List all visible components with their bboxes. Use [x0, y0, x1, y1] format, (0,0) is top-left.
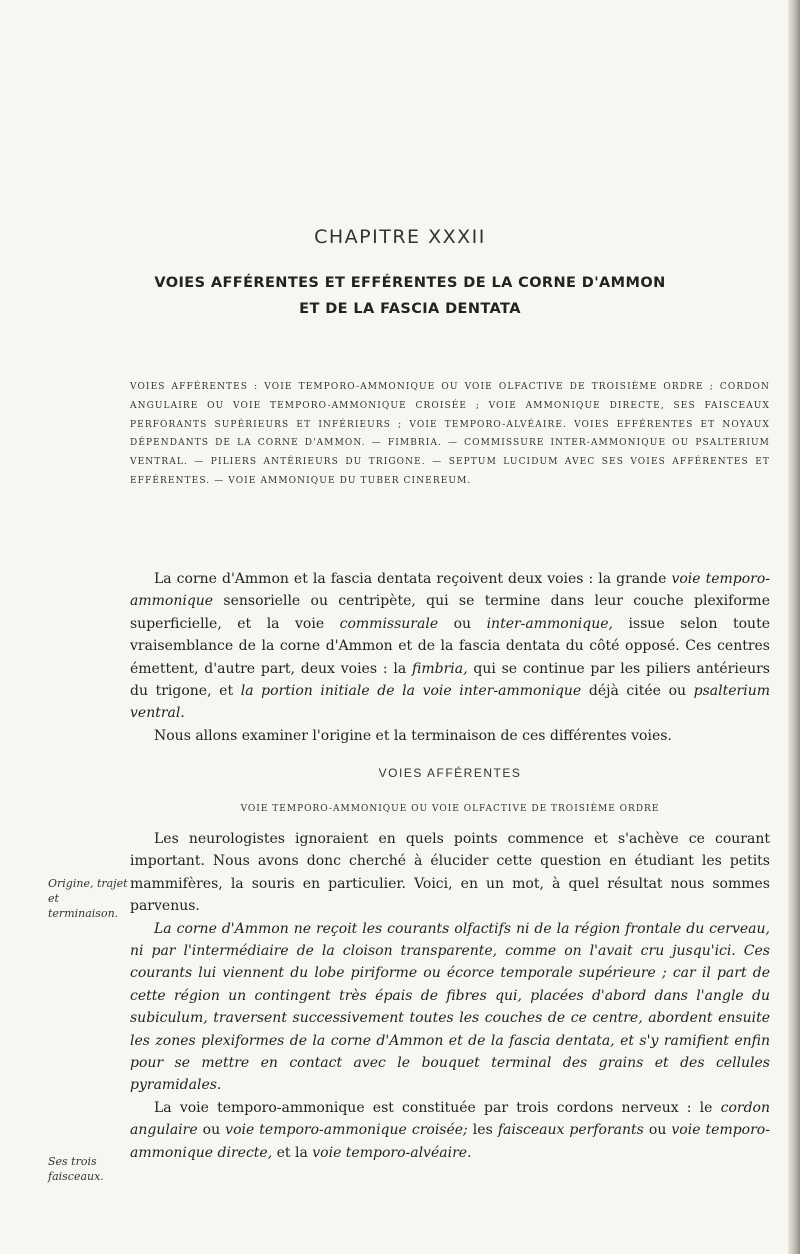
chapter-summary: VOIES AFFÉRENTES : VOIE TEMPORO-AMMONIQUE OU VOIE OLFACTIVE DE TROISIÈME ORDRE ; CORDON ANGULAIRE OU VOIE TEMPORO-AMMONIQUE CROISÉE ; VOIE AMMONIQUE DIRECTE, SES FAISCEAUX PERFORANTS SUPÉRIEURS ET INFÉRIEURS ; VOIE TEMPORO-ALVÉAIRE. VOIES EFFÉRENTES ET NOYAUX DÉPENDANTS DE LA CORNE D'AMMON. — FIMBRIA. — COMMISSURE INTER-AMMONIQUE OU PSALTERIUM VENTRAL. — PILIERS ANTÉRIEURS DU TRIGONE. — SEPTUM LUCIDUM AVEC SES VOIES AFFÉRENTES ET EFFÉRENTES. — VOIE AMMONIQUE DU TUBER CINEREUM.	[130, 382, 770, 486]
main-title	[100, 270, 720, 322]
section-subheading: VOIE TEMPORO-AMMONIQUE OU VOIE OLFACTIVE DE TROISIÈME ORDRE	[240, 804, 660, 814]
body-paragraph-3: La voie temporo-ammonique est constituée par trois cordons nerveux : le cordon angulaire ou voie temporo-ammonique croisée; les faisceaux perforants ou voie temporo-ammonique directe, et la voie temporo-alvéaire.	[130, 1099, 770, 1161]
main-title-line-1: VOIES AFFÉRENTES ET EFFÉRENTES DE LA CORNE D'AMMON	[154, 275, 666, 291]
intro-section	[130, 568, 770, 747]
body-paragraph-1: Les neurologistes ignoraient en quels points commence et s'achève ce courant important. Nous avons donc cherché à élucider cette question en étudiant les petits mammifères, la souris en particulier. Voici, en un mot, à quel résultat nous sommes parvenus.	[130, 831, 770, 915]
margin-note-origin: Origine, trajet et terminaison.	[48, 877, 128, 920]
section-body	[130, 828, 770, 1164]
intro-paragraph-2: Nous allons examiner l'origine et la terminaison de ces différentes voies.	[154, 727, 672, 744]
margin-note-bundles: Ses trois faisceaux.	[48, 1155, 104, 1183]
page-edge	[788, 0, 800, 1254]
intro-paragraph: La corne d'Ammon et la fascia dentata reçoivent deux voies : la grande voie temporo-ammonique sensorielle ou centripète, qui se termine dans leur couche plexiforme superficielle, et la voie commissurale ou inter-ammonique, issue selon toute vraisemblance de la corne d'Ammon et de la fascia dentata du côté opposé. Ces centres émettent, d'autre part, deux voies : la fimbria, qui se continue par les piliers antérieurs du trigone, et la portion initiale de la voie inter-ammonique déjà citée ou psalterium ventral.	[130, 571, 771, 722]
chapter-title: CHAPITRE XXXII	[314, 226, 486, 248]
body-paragraph-2: La corne d'Ammon ne reçoit les courants olfactifs ni de la région frontale du cerveau, ni par l'intermédiaire de la cloison transparente, comme on l'avait cru jusqu'ici. Ces courants lui viennent du lobe piriforme ou écorce temporale supérieure ; car il part de cette région un contingent très épais de fibres qui, placées d'abord dans l'angle du subiculum, traversent successivement toutes les couches de ce centre, abordent ensuite les zones plexiformes de la corne d'Ammon et de la fascia dentata, et s'y ramifient enfin pour se mettre en contact avec le bouquet terminal des grains et des cellules pyramidales.	[130, 920, 770, 1094]
section-heading: VOIES AFFÉRENTES	[378, 766, 522, 780]
main-title-line-2: ET DE LA FASCIA DENTATA	[299, 301, 521, 317]
